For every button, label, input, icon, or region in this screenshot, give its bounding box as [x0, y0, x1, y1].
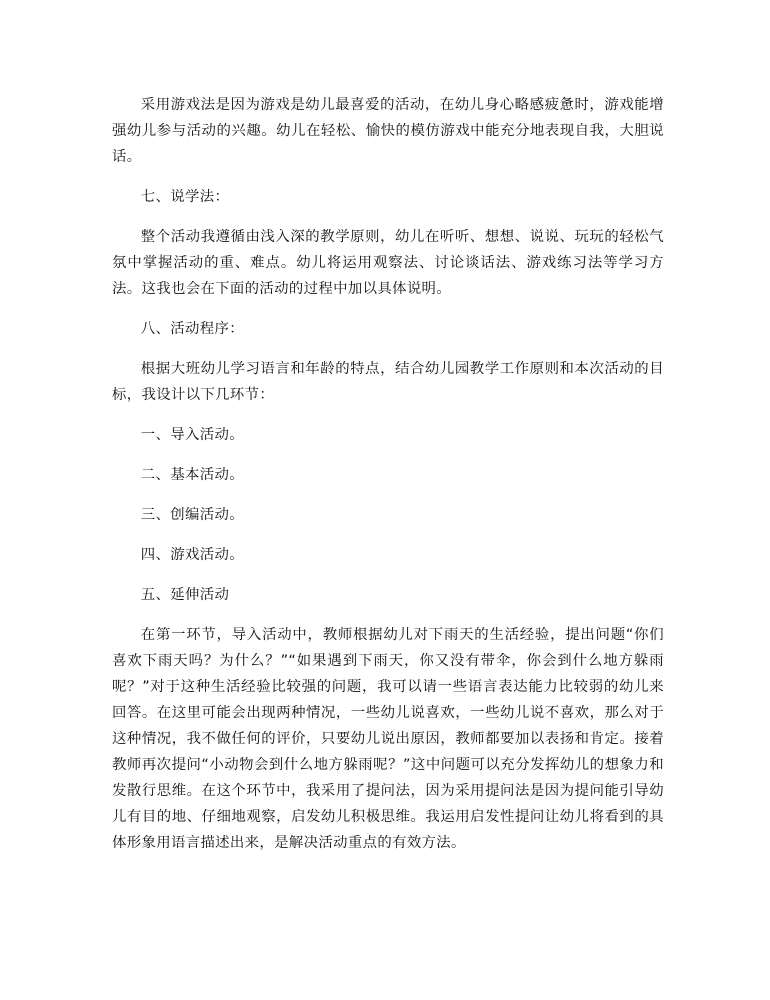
paragraph-learning-method: 整个活动我遵循由浅入深的教学原则，幼儿在听听、想想、说说、玩玩的轻松气氛中掌握活动的重、难点。幼儿将运用观察法、讨论谈话法、游戏练习法等学习方法。这我也会在下面的活动的过程中加以具体说明。: [112, 229, 664, 297]
paragraph-game-method: 采用游戏法是因为游戏是幼儿最喜爱的活动，在幼儿身心略感疲惫时，游戏能增强幼儿参与活动的兴趣。幼儿在轻松、愉快的模仿游戏中能充分地表现自我，大胆说话。: [112, 97, 664, 165]
step-item-intro: 一、导入活动。: [140, 427, 244, 443]
step-item-extension: 五、延伸活动: [140, 587, 230, 603]
step-item-game: 四、游戏活动。: [140, 547, 244, 563]
paragraph-procedure-intro: 根据大班幼儿学习语言和年龄的特点，结合幼儿园教学工作原则和本次活动的目标，我设计以下几环节：: [112, 361, 664, 403]
paragraph-first-stage: 在第一环节，导入活动中，教师根据幼儿对下雨天的生活经验，提出问题“你们喜欢下雨天吗？为什么？”“如果遇到下雨天，你又没有带伞，你会到什么地方躲雨呢？”对于这种生活经验比较强的问题，我可以请一些语言表达能力比较弱的幼儿来回答。在这里可能会出现两种情况，一些幼儿说喜欢，一些幼儿说不喜欢，那么对于这种情况，我不做任何的评价，只要幼儿说出原因，教师都要加以表扬和肯定。接着教师再次提问“小动物会到什么地方躲雨呢？”这中问题可以充分发挥幼儿的想象力和发散行思维。在这个环节中，我采用了提问法，因为采用提问法是因为提问能引导幼儿有目的地、仔细地观察，启发幼儿积极思维。我运用启发性提问让幼儿将看到的具体形象用语言描述出来，是解决活动重点的有效方法。: [112, 627, 664, 851]
heading-learning-method: 七、说学法：: [140, 189, 230, 205]
step-item-create: 三、创编活动。: [140, 507, 244, 523]
document-page: [112, 92, 664, 856]
heading-activity-procedure: 八、活动程序：: [140, 321, 244, 337]
step-item-basic: 二、基本活动。: [140, 467, 244, 483]
